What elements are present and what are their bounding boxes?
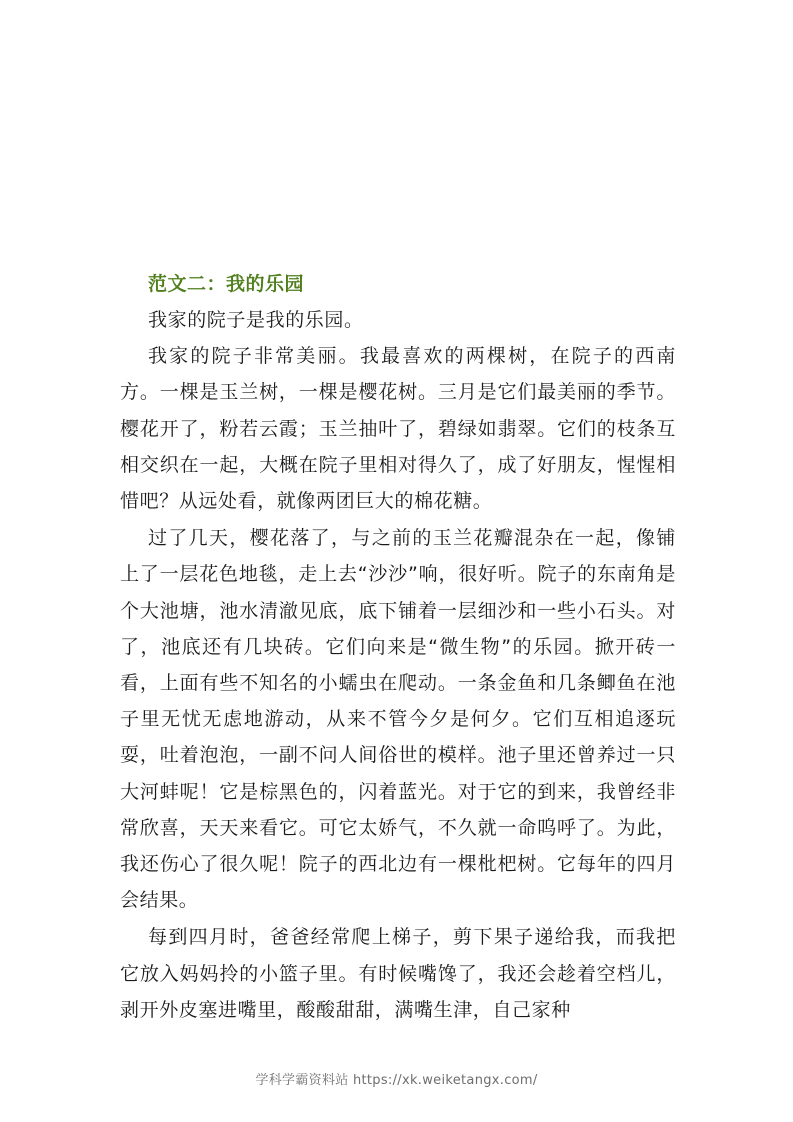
footer-source-link[interactable]: 学科学霸资料站 https://xk.weiketangx.com/ (255, 1073, 538, 1088)
paragraph-3: 过了几天，樱花落了，与之前的玉兰花瓣混杂在一起，像铺上了一层花色地毯，走上去“沙沙”响，很好听。院子的东南角是个大池塘，池水清澈见底，底下铺着一层细沙和一些小石头。对了，池底还有几块砖。它们向来是“微生物”的乐园。掀开砖一看，上面有些不知名的小蠕虫在爬动。一条金鱼和几条鲫鱼在池子里无忧无虑地游动，从来不管今夕是何夕。它们互相追逐玩耍，吐着泡泡，一副不问人间俗世的模样。池子里还曾养过一只大河蚌呢！它是棕黑色的，闪着蓝光。对于它的到来，我曾经非常欣喜，天天来看它。可它太娇气，不久就一命呜呼了。为此，我还伤心了很久呢！院子的西北边有一棵枇杷树。它每年的四月会结果。 (120, 527, 676, 912)
essay-heading: 范文二：我的乐园 (148, 273, 305, 295)
paragraph-2: 我家的院子非常美丽。我最喜欢的两棵树，在院子的西南方。一棵是玉兰树，一棵是樱花树。三月是它们最美丽的季节。樱花开了，粉若云霞；玉兰抽叶了，碧绿如翡翠。它们的枝条互相交织在一起，大概在院子里相对得久了，成了好朋友，惺惺相惜吧？从远处看，就像两团巨大的棉花糖。 (120, 345, 676, 513)
essay-body (120, 266, 676, 1028)
paragraph-4: 每到四月时，爸爸经常爬上梯子，剪下果子递给我，而我把它放入妈妈拎的小篮子里。有时候嘴馋了，我还会趁着空档儿，剥开外皮塞进嘴里，酸酸甜甜，满嘴生津，自己家种 (120, 926, 676, 1021)
paragraph-1: 我家的院子是我的乐园。 (148, 309, 364, 331)
